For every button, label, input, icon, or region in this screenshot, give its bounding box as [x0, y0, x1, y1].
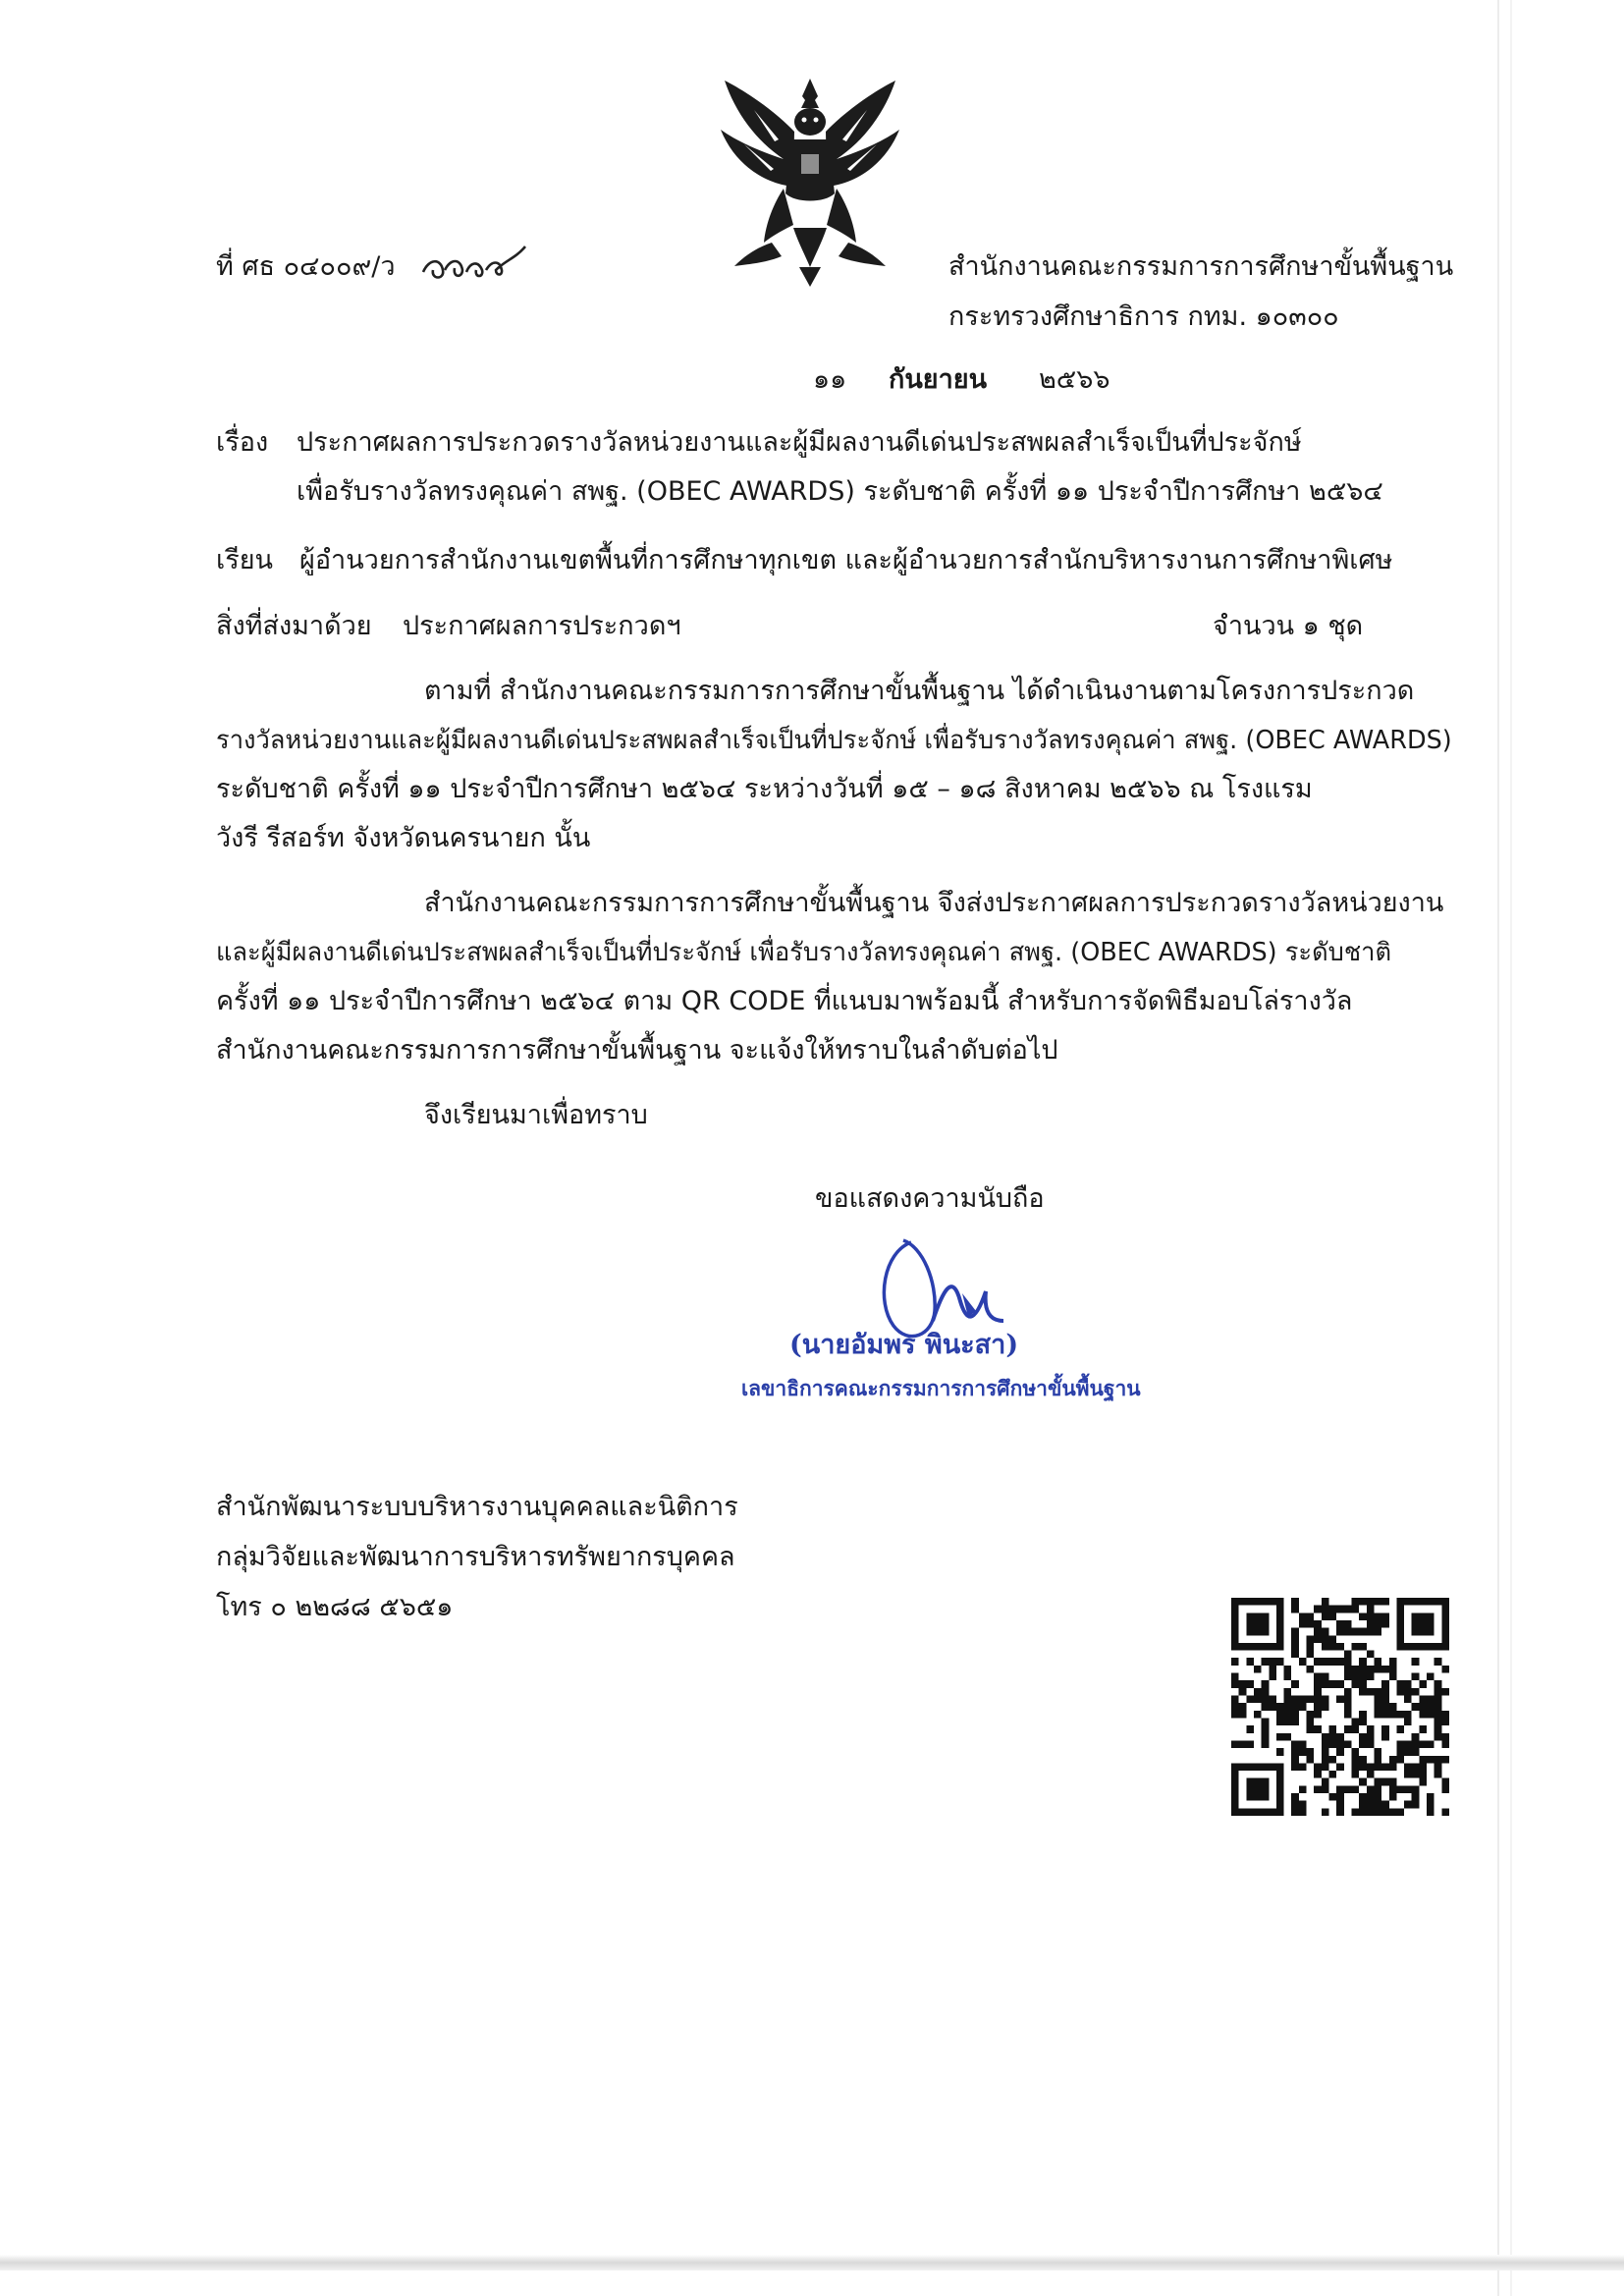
qr-code[interactable]	[1231, 1598, 1449, 1816]
enclosure-count: จำนวน ๑ ชุด	[1213, 611, 1364, 641]
body-line: วังรี รีสอร์ท จังหวัดนครนายก นั้น	[216, 823, 591, 853]
recipient-text: ผู้อำนวยการสำนักงานเขตพื้นที่การศึกษาทุกเขต และผู้อำนวยการสำนักบริหารงานการศึกษาพิเศษ	[299, 545, 1393, 575]
issuing-office: สำนักงานคณะกรรมการการศึกษาขั้นพื้นฐาน	[948, 251, 1454, 282]
recipient-label: เรียน	[216, 545, 274, 575]
handwritten-document-number	[419, 245, 535, 284]
subject-label: เรื่อง	[216, 427, 269, 458]
subject-line: ประกาศผลการประกวดรางวัลหน่วยงานและผู้มีผลงานดีเด่นประสพผลสำเร็จเป็นที่ประจักษ์	[297, 427, 1302, 458]
issuing-ministry-address: กระทรวงศึกษาธิการ กทม. ๑๐๓๐๐	[948, 301, 1339, 332]
subject-line: เพื่อรับรางวัลทรงคุณค่า สพฐ. (OBEC AWARDS) ระดับชาติ ครั้งที่ ๑๑ ประจำปีการศึกษา ๒๕๖๔	[297, 476, 1383, 507]
enclosure-label: สิ่งที่ส่งมาด้วย	[216, 611, 372, 641]
closing-remark: จึงเรียนมาเพื่อทราบ	[424, 1100, 648, 1130]
body-line: สำนักงานคณะกรรมการการศึกษาขั้นพื้นฐาน จึงส่งประกาศผลการประกวดรางวัลหน่วยงาน	[424, 888, 1444, 918]
signer-name: (นายอัมพร พินะสา)	[789, 1330, 1019, 1360]
footer-phone: โทร ๐ ๒๒๘๘ ๕๖๕๑	[216, 1592, 454, 1622]
body-line: ระดับชาติ ครั้งที่ ๑๑ ประจำปีการศึกษา ๒๕๖๔ ระหว่างวันที่ ๑๕ – ๑๘ สิงหาคม ๒๕๖๖ ณ โรงแรม	[216, 774, 1313, 804]
footer-group: กลุ่มวิจัยและพัฒนาการบริหารทรัพยากรบุคคล	[216, 1542, 735, 1572]
signer-title: เลขาธิการคณะกรรมการการศึกษาขั้นพื้นฐาน	[741, 1376, 1141, 1400]
document-number: ที่ ศธ ๐๔๐๐๙/ว	[216, 251, 396, 282]
date-month: กันยายน	[889, 364, 988, 395]
body-line: สำนักงานคณะกรรมการการศึกษาขั้นพื้นฐาน จะแจ้งให้ทราบในลำดับต่อไป	[216, 1035, 1058, 1066]
body-line: ครั้งที่ ๑๑ ประจำปีการศึกษา ๒๕๖๔ ตาม QR CODE ที่แนบมาพร้อมนี้ สำหรับการจัดพิธีมอบโล่รางวัล	[216, 986, 1353, 1016]
scan-edge-line	[1510, 0, 1512, 2296]
body-line: รางวัลหน่วยงานและผู้มีผลงานดีเด่นประสพผลสำเร็จเป็นที่ประจักษ์ เพื่อรับรางวัลทรงคุณค่า สพฐ. (OBEC AWARDS)	[216, 726, 1452, 755]
scan-bottom-edge	[0, 2255, 1624, 2270]
body-line: ตามที่ สำนักงานคณะกรรมการการศึกษาขั้นพื้นฐาน ได้ดำเนินงานตามโครงการประกวด	[424, 676, 1415, 706]
enclosure-text: ประกาศผลการประกวดฯ	[403, 611, 681, 641]
salutation: ขอแสดงความนับถือ	[815, 1183, 1045, 1214]
date-year: ๒๕๖๖	[1039, 364, 1110, 395]
date-day: ๑๑	[813, 364, 847, 395]
scan-edge-line	[1497, 0, 1499, 2296]
footer-office: สำนักพัฒนาระบบบริหารงานบุคคลและนิติการ	[216, 1492, 738, 1522]
body-line: และผู้มีผลงานดีเด่นประสพผลสำเร็จเป็นที่ประจักษ์ เพื่อรับรางวัลทรงคุณค่า สพฐ. (OBEC AWARDS) ระดับชาติ	[216, 938, 1392, 967]
garuda-emblem-icon	[715, 71, 906, 293]
